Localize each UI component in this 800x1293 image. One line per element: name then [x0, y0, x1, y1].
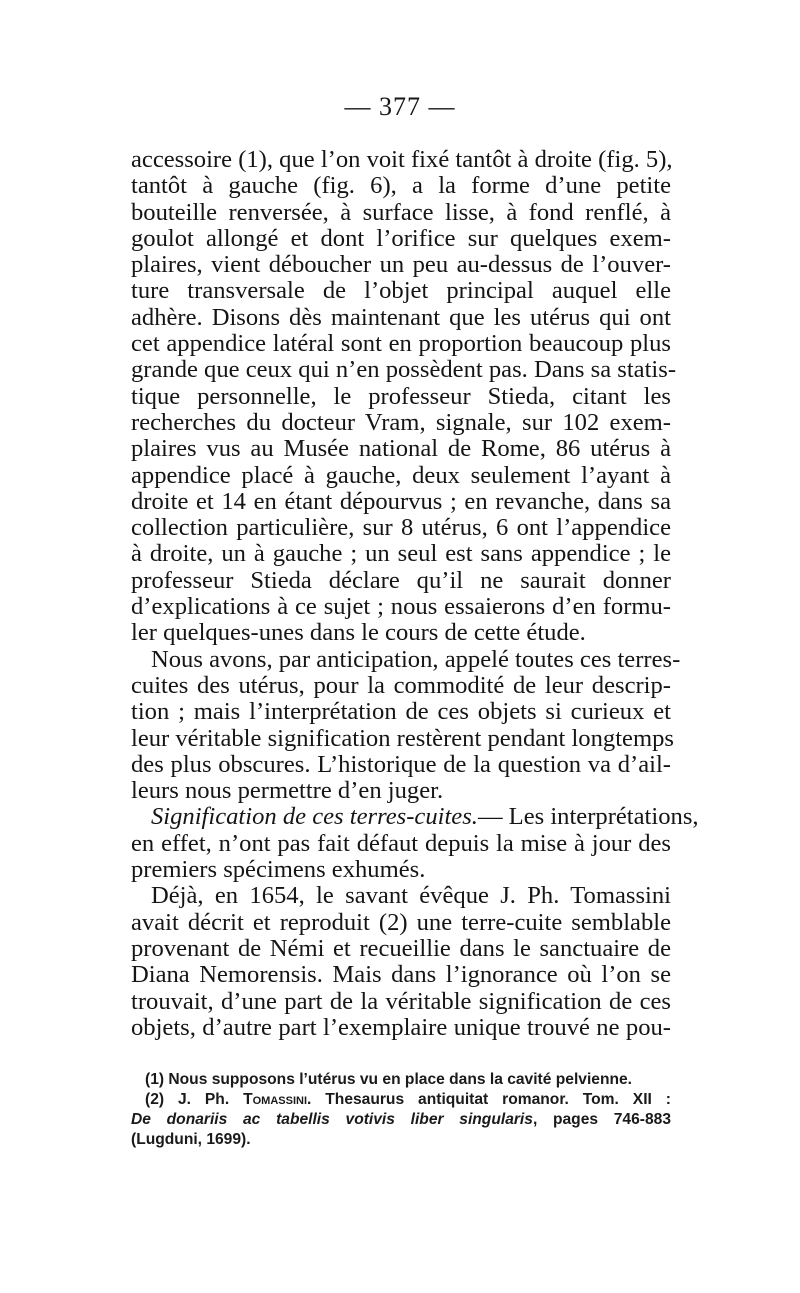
section-heading: Signification de ces terres-cuites.	[151, 803, 478, 831]
paragraph-start-line: Nous avons, par anticipation, appelé toutes ces terres-	[151, 645, 681, 673]
text-line: Diana Nemorensis. Mais dans l’ignorance où l’on se	[131, 961, 671, 989]
text-line: d’explications à ce sujet ; nous essaierons d’en formu-	[131, 593, 671, 621]
footnote-2-author: Tomassini	[243, 1091, 308, 1108]
section-heading-line	[131, 803, 699, 831]
text-line: à droite, un à gauche ; un seul est sans appendice ; le	[131, 540, 671, 568]
footnotes	[131, 1070, 671, 1150]
text-line: leur véritable signification restèrent pendant longtemps	[131, 724, 674, 752]
text-line: ture transversale de l’objet principal auquel elle	[131, 277, 671, 305]
footnote-2-line-1	[131, 1090, 671, 1110]
text-line: grande que ceux qui n’en possèdent pas. Dans sa statis-	[131, 356, 677, 384]
text-line: premiers spécimens exhumés.	[131, 856, 426, 884]
footnote-2-prefix: (2) J. Ph.	[145, 1091, 244, 1108]
text-line: collection particulière, sur 8 utérus, 6 ont l’appendice	[131, 514, 671, 542]
footnote-2-pages: , pages 746-883	[532, 1111, 671, 1128]
page-number: — 377 —	[344, 92, 456, 121]
text-line: provenant de Némi et recueillie dans le sanctuaire de	[131, 934, 671, 962]
text-line: goulot allongé et dont l’orifice sur quelques exem-	[131, 224, 671, 252]
footnote-2-citation: . Thesaurus antiquitat romanor. Tom. XII :	[307, 1091, 671, 1108]
section-heading-continuation: — Les interprétations,	[477, 803, 699, 831]
text-line: bouteille renversée, à surface lisse, à fond renflé, à	[131, 198, 671, 226]
text-line: avait décrit et reproduit (2) une terre-cuite semblable	[131, 908, 671, 936]
text-line: leurs nous permettre d’en juger.	[131, 777, 444, 805]
footnote-2-line-3: (Lugduni, 1699).	[131, 1131, 251, 1148]
footnote-1: (1) Nous supposons l’utérus vu en place dans la cavité pelvienne.	[145, 1071, 633, 1088]
text-line: tion ; mais l’interprétation de ces objets si curieux et	[131, 698, 671, 726]
text-line: plaires vus au Musée national de Rome, 86 utérus à	[131, 435, 671, 463]
text-line: professeur Stieda déclare qu’il ne saurait donner	[131, 566, 671, 594]
body-text	[131, 146, 699, 1041]
text-line: accessoire (1), que l’on voit fixé tantôt à droite (fig. 5),	[131, 146, 673, 173]
footnote-2-line-2	[131, 1110, 671, 1130]
text-line: adhère. Disons dès maintenant que les utérus qui ont	[131, 303, 671, 331]
text-line: tique personnelle, le professeur Stieda, citant les	[131, 382, 671, 410]
footnote-2-title: De donariis ac tabellis votivis liber singularis	[131, 1111, 533, 1128]
text-line: plaires, vient déboucher un peu au-dessus de l’ouver-	[131, 251, 671, 279]
text-line: trouvait, d’une part de la véritable signification de ces	[131, 987, 671, 1015]
text-line: cuites des utérus, pour la commodité de leur descrip-	[131, 671, 671, 699]
text-line: appendice placé à gauche, deux seulement l’ayant à	[131, 461, 671, 489]
text-line: des plus obscures. L’historique de la question va d’ail-	[131, 750, 671, 778]
text-line: ler quelques-unes dans le cours de cette étude.	[131, 619, 586, 647]
text-line: en effet, n’ont pas fait défaut depuis la mise à jour des	[131, 829, 671, 857]
paragraph-start-line: Déjà, en 1654, le savant évêque J. Ph. Tomassini	[151, 882, 671, 910]
text-line: objets, d’autre part l’exemplaire unique trouvé ne pou-	[131, 1013, 671, 1041]
text-line: tantôt à gauche (fig. 6), a la forme d’une petite	[131, 172, 671, 200]
text-line: droite et 14 en étant dépourvus ; en revanche, dans sa	[131, 487, 671, 515]
text-line: recherches du docteur Vram, signale, sur 102 exem-	[131, 408, 671, 436]
text-line: cet appendice latéral sont en proportion beaucoup plus	[131, 330, 671, 358]
